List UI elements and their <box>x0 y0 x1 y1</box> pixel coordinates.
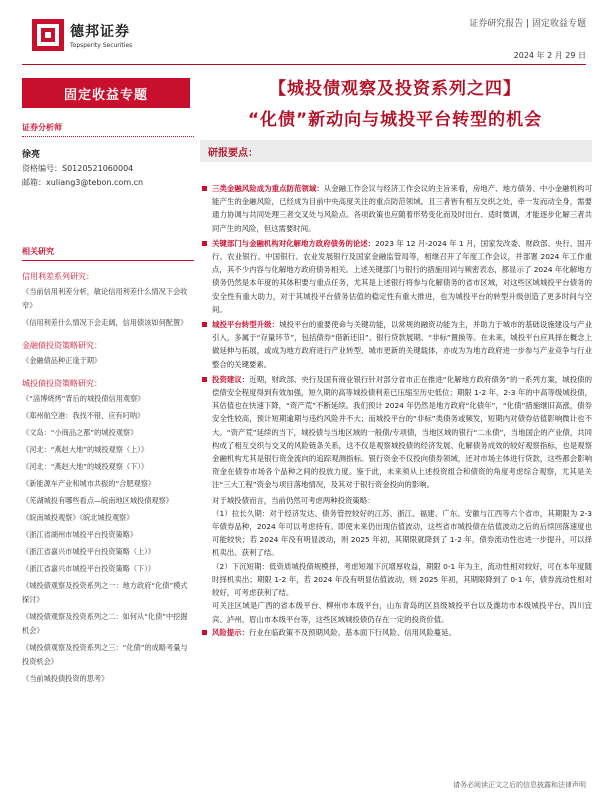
report-date: 2024 年 2 月 29 日 <box>513 51 586 60</box>
key-points-list <box>200 182 592 639</box>
related-item[interactable]: 《浙江省嘉兴市城投平台投资策略（上）》 <box>22 547 155 556</box>
key-point-item <box>200 237 592 316</box>
brand-mark-icon <box>32 19 64 51</box>
analyst-email[interactable]: 邮箱：xuliang3@tebon.com.cn <box>22 178 144 187</box>
header-divider <box>22 64 586 65</box>
brand-name-cn: 德邦证券 <box>70 24 130 40</box>
related-item[interactable]: 《信用利差什么情况下会走阔，信用债该如何配置》 <box>22 318 188 327</box>
key-point-item <box>200 626 592 639</box>
related-item[interactable]: 《城投债观察及投资系列之二：如何从“化债”中挖掘机会》 <box>22 612 188 635</box>
related-item[interactable]: 《河北：“燕赵大地”的城投观察（下）》 <box>22 462 149 471</box>
related-item[interactable]: 《浙江省湖州市城投平台投资策略》 <box>22 530 138 539</box>
left-sidebar <box>22 112 194 686</box>
footer-disclaimer: 请务必阅读正文之后的信息披露和法律声明 <box>453 781 586 789</box>
key-point-text: 行业在临政策不及预期风险、基本面下行风险、信用风险蔓延。 <box>248 627 456 637</box>
related-item[interactable]: 《新能源车产业和城市共振的“合肥观察》 <box>22 479 156 488</box>
related-item[interactable]: 《城投债观察及投资系列之三：“化债”的成略考量与投资机会》 <box>22 643 188 666</box>
key-points-heading: 研报要点： <box>200 140 592 162</box>
related-group-lgfv-bond <box>22 378 194 686</box>
report-title-line2: “化债”新动向与城投平台转型的机会 <box>247 110 543 130</box>
strategy-paragraph: 可关注区域是广西的省本级平台、柳州市本级平台，山东青岛的区县级城投平台以及潍坊市本级城投平台，四川宜宾、泸州、眉山市本级平台等，这些区域城投债仍存在一定的投资价值。 <box>212 601 592 624</box>
related-item[interactable]: 《浙江省嘉兴市城投平台投资策略（下）》 <box>22 564 155 573</box>
related-item[interactable]: 《郑州航空港：我找不错，应有叼呐》 <box>22 411 145 420</box>
analyst-section-label: 证券分析师 <box>22 122 194 137</box>
key-point-lead: 三类金融风险成为重点防范领域： <box>212 184 324 193</box>
related-group-credit-spread <box>22 271 194 330</box>
category-banner: 固定收益专题 <box>22 78 190 108</box>
related-item[interactable]: 《河北：“燕赵大地”的城投观察（上）》 <box>22 445 149 454</box>
key-point-lead: 城投平台转型升级： <box>212 320 280 330</box>
key-point-lead: 风险提示： <box>212 627 249 637</box>
key-point-text: 从金融工作会议与经济工作会议的主旨来看，房地产、地方债务、中小金融机构可能产生的金融风险，已经成为目前中央高度关注的重点防范领域。且三者皆有相互交织之处，牵一发而动全身，需要通力协调与共同处理三者交叉处与风险点。各项政策也应随着形势变化而及时出台、适时微调，才能逐步化解三者共同产生的风险，但这需要时间。 <box>212 184 592 233</box>
key-point-item <box>200 318 592 371</box>
key-point-text: 城投平台的重要使命与关键功能，以常规的融资功能为主，并助力于城市的基础设施建设与产业引入，多属于“存量环节”，包括债券“借新还旧”、银行贷款展期、“非标”置换等。在未来，城投平台应具择在概念上做延伸与拓展，或成为地方政府进行产业转型、城市更新的关键载体，亦成为为地方政府进一步参与产业竞争与行业整合的关键要素。 <box>212 320 592 369</box>
brand-logo <box>32 18 192 52</box>
report-type: 证券研究报告 | 固定收益专题 <box>469 19 586 29</box>
related-group-financial-bond <box>22 340 194 368</box>
key-point-text: 近期，财政部、央行及国有商业银行针对部分省市正在推进“化解地方政府债务”的一系列方案，城投债的偿债安全程度得到有效加强，短久期的高等城投债利差已压缩至历史低位；期限 1-2 年、2-3 年的中高等级城投债，其估值也在快速下降，“资产荒”不断延续。我们预计 2024 年仍然是地方政府“化债年”，“化债”措施继旧高涨，债券安全性较高，预计短期逾期与违约风险并不大；而城投平台的“非标”类债务或频发，短期内对债券估值影响微计也不大。“资产荒”延续的当下，城投债与当地区域的一般债/专项债，当地区域的银行“二永债”，当地国企的产业债，共同构成了相互交织与交叉的风险链条关系，这不仅是观察城投债的经济发展、化解债务成效的较好观察指标，也是观察金融机构尤其是银行资金流向的追踪观测指标。银行资金不仅投向债券领域，还对市场主体进行贷款，这些都会影响资金在债券市场各个品种之间的投放力度。鉴于此，未来须从上述投资组合和债资的角度考虑综合观察，尤其是关注“三大工程”资金与项目落地情况，及其对于银行资金投向的影响。 <box>212 374 592 490</box>
main-content <box>200 140 592 641</box>
strategy-paragraph: 对于城投债而言，当前仍然可考虑两种投资策略： <box>212 495 375 505</box>
key-point-lead: 关键部门与金融机构对化解地方政府债务的论述： <box>212 238 376 248</box>
analyst-name: 徐亮 <box>22 150 41 160</box>
report-title-line1: 【城投债观察及投资系列之四】 <box>269 79 521 99</box>
key-point-lead: 投资建议： <box>212 374 250 384</box>
brand-name-en: Topsperity Securities <box>70 42 133 49</box>
related-item[interactable]: 《当前信用利差分析，敏论信用利差什么情况下会收窄》 <box>22 287 188 310</box>
related-item[interactable]: 《城投债观察及投资系列之一：地方政府“化债”模式探讨》 <box>22 581 188 604</box>
related-item[interactable]: 《金融债品种正逢于期》 <box>22 356 102 365</box>
key-point-text: 2023 年 12 月-2024 年 1 月，国家发改委、财政部、央行、国开行、农业银行、中国银行、农业发展银行及国家金融监管局等，相继召开了年度工作会议，并部署 2024 年工作重点，其不少内容与化解地方政府债务相关。上述关键部门与银行的措施用词与频密表态，都显示了 2024 年化解地方债务仍然是本年度的其体积要与重点任务，尤其是上述银行将参与化解债务的省市区域，对这些区域城投平台债务的安全性有重大助力，对于其城投平台债务估值的稳定性有重大推进，也为城投平台的转型升级创造了更多时间与空间。 <box>212 238 592 314</box>
related-group-title: 城投债投资策略研究： <box>22 379 102 388</box>
related-item[interactable]: 《文岛：“小商品之都”的城投观察》 <box>22 428 138 437</box>
strategy-paragraph: （2）下沉短期：低资质城投债规模择，考虑短端下沉增厚收益，期限 0-1 年为主，流动性相对较好，可在本年度随时择机卖出；期限 1-2 年，若 2024 年没有明显估值波动，则 2025 年初，其期限降到了 0-1 年，债券流动性相对较好，可考虑获利了结。 <box>212 561 592 598</box>
related-item[interactable]: 《芜湖城投有哪些看点—皖南地区城投债观察》 <box>22 496 173 505</box>
related-research-label: 相关研究 <box>22 246 194 261</box>
related-item[interactable]: 《当前城投债投资的思考》 <box>22 674 109 683</box>
key-point-item <box>200 182 592 235</box>
strategy-paragraph: （1）拉长久期：对于经济发达、债务管控较好的江苏、浙江、福建、广东、安徽与江西等六个省市，其期限为 2-3 年债券品种，2024 年可以考虑持有。即使未来仍出现估值波动，这些省市城投债在估值波动之后的后续回落速度也可能较快；若 2024 年没有明显波动，则 2025 年初，其期限就降到了 1-2 年，债券流动性也进一步提升，可以择机卖出、获利了结。 <box>212 508 592 558</box>
related-item[interactable]: 《皖南城投观察》《皖北城投观察》 <box>22 513 134 522</box>
related-item[interactable]: 《“淄博烧烤”背后的城投债信用观察》 <box>22 394 145 403</box>
analyst-license: 资格编号：S0120521060004 <box>22 164 134 173</box>
related-group-title: 信用利差系列研究： <box>22 272 94 281</box>
related-group-title: 金融债投资策略研究： <box>22 341 102 350</box>
key-point-item <box>200 373 592 492</box>
